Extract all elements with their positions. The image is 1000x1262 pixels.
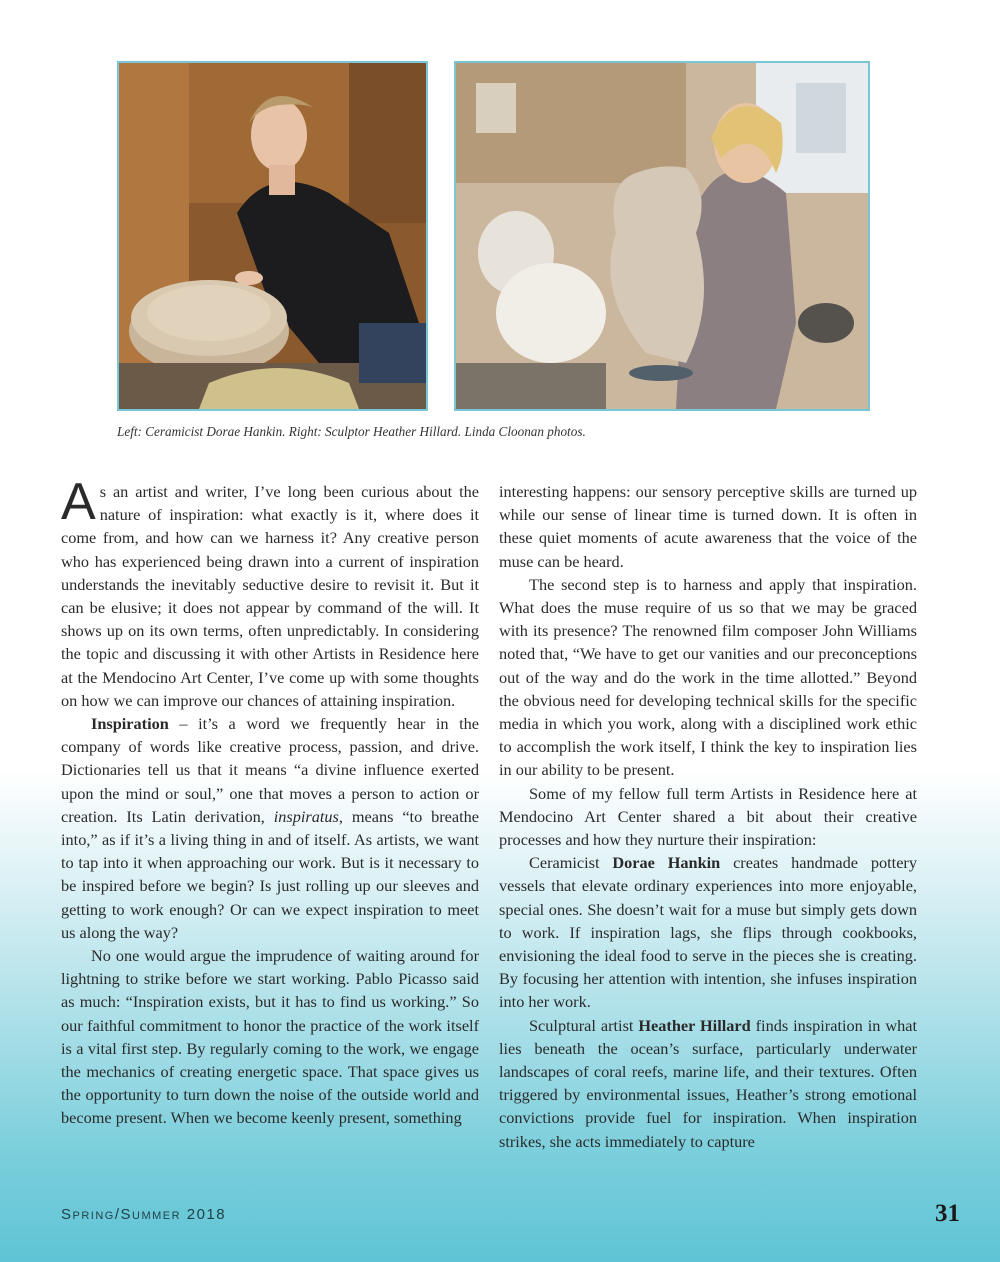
drop-cap: A	[61, 473, 96, 531]
sculptor-photo-illustration	[456, 63, 868, 409]
intro-text: s an artist and writer, I’ve long been curious about the nature of inspiration: what exactly is it, where does it come from, and how can we harness it? Any creative person who has experienced being drawn into a current of inspiration understands the inevitably seductive desire to revisit it. But it can be elusive; it does not appear by command of the will. It shows up on its own terms, often unpredictably. In considering the topic and discussing it with other Artists in Residence here at the Mendocino Art Center, I’ve come up with some thoughts on how we can improve our chances of attaining inspiration.	[61, 482, 479, 710]
paragraph-intro	[61, 473, 479, 712]
photo-caption: Left: Ceramicist Dorae Hankin. Right: Sculptor Heather Hillard. Linda Cloonan photos.	[117, 424, 586, 439]
inspiration-term: Inspiration	[91, 714, 169, 734]
latin-term: inspiratus	[273, 806, 339, 826]
paragraph-fellow-artists: Some of my fellow full term Artists in Residence here at Mendocino Art Center shared a bit about their creative processes and how they nurture their inspiration:	[499, 783, 917, 850]
issue-label: Spring/Summer 2018	[61, 1206, 227, 1223]
photo-heather-hillard	[454, 61, 870, 411]
paragraph-inspiration-definition	[61, 712, 479, 944]
paragraph-picasso: No one would argue the imprudence of waiting around for lightning to strike before we start working. Pablo Picasso said as much: “Inspiration exists, but it has to find us working.” So our faithful commitment to honor the practice of the work itself is a vital first step. By regularly coming to the work, we engage the mechanics of creating energetic space. That space gives us the opportunity to turn down the noise of the outside world and become present. When we become keenly present, something	[61, 946, 479, 1128]
article-column-right	[499, 480, 917, 1153]
dorae-text-b: creates handmade pottery vessels that elevate ordinary experiences into more enjoyable, special ones. She doesn’t wait for a muse but simply gets down to work. If inspiration lags, she flips through cookbooks, envisioning the ideal food to serve in the pieces she is creating. By focusing her attention with intention, she infuses inspiration into her work.	[499, 853, 917, 1012]
page-number: 31	[935, 1200, 960, 1227]
paragraph-heather-hillard	[499, 1014, 917, 1153]
paragraph-dorae-hankin	[499, 851, 917, 1013]
heather-text-a: Sculptural artist	[529, 1015, 639, 1035]
dorae-text-a: Ceramicist	[529, 853, 613, 873]
heather-text-b: finds inspiration in what lies beneath the ocean’s surface, particularly underwater landscapes of coral reefs, marine life, and their textures. Often triggered by environmental issues, Heather’s strong emotional convictions provide fuel for inspiration. When inspiration strikes, she acts immediately to capture	[499, 1015, 917, 1151]
dorae-name: Dorae Hankin	[612, 853, 721, 873]
ceramicist-photo-illustration	[119, 63, 426, 409]
heather-name: Heather Hillard	[638, 1015, 751, 1035]
paragraph-continuation: interesting happens: our sensory perceptive skills are turned up while our sense of linear time is turned down. It is often in these quiet moments of acute awareness that the voice of the muse can be heard.	[499, 482, 917, 571]
photo-dorae-hankin	[117, 61, 428, 411]
definition-text-a: – it’s a word we frequently hear in the company of words like creative process, passion, and drive. Dictionaries tell us that it means “a divine influence exerted upon the mind or soul,” one that moves a person to action or creation. Its Latin derivation,	[61, 714, 479, 826]
definition-text-b: , means “to breathe into,” as if it’s a living thing in and of itself. As artists, we want to tap into it when approaching our work. But is it necessary to be inspired before we begin? Is just rolling up our sleeves and getting to work enough? Or can we expect inspiration to meet us along the way?	[61, 806, 480, 942]
article-column-left	[61, 473, 480, 1130]
paragraph-second-step: The second step is to harness and apply that inspiration. What does the muse require of us so that we may be graced with its presence? The renowned film composer John Williams noted that, “We have to get our vanities and our preconceptions out of the way and do the work in the time allotted.” Beyond the obvious need for developing technical skills for the specific media in which you work, along with a disciplined work ethic to accomplish the work itself, I think the key to inspiration lies in our ability to be present.	[499, 574, 917, 780]
